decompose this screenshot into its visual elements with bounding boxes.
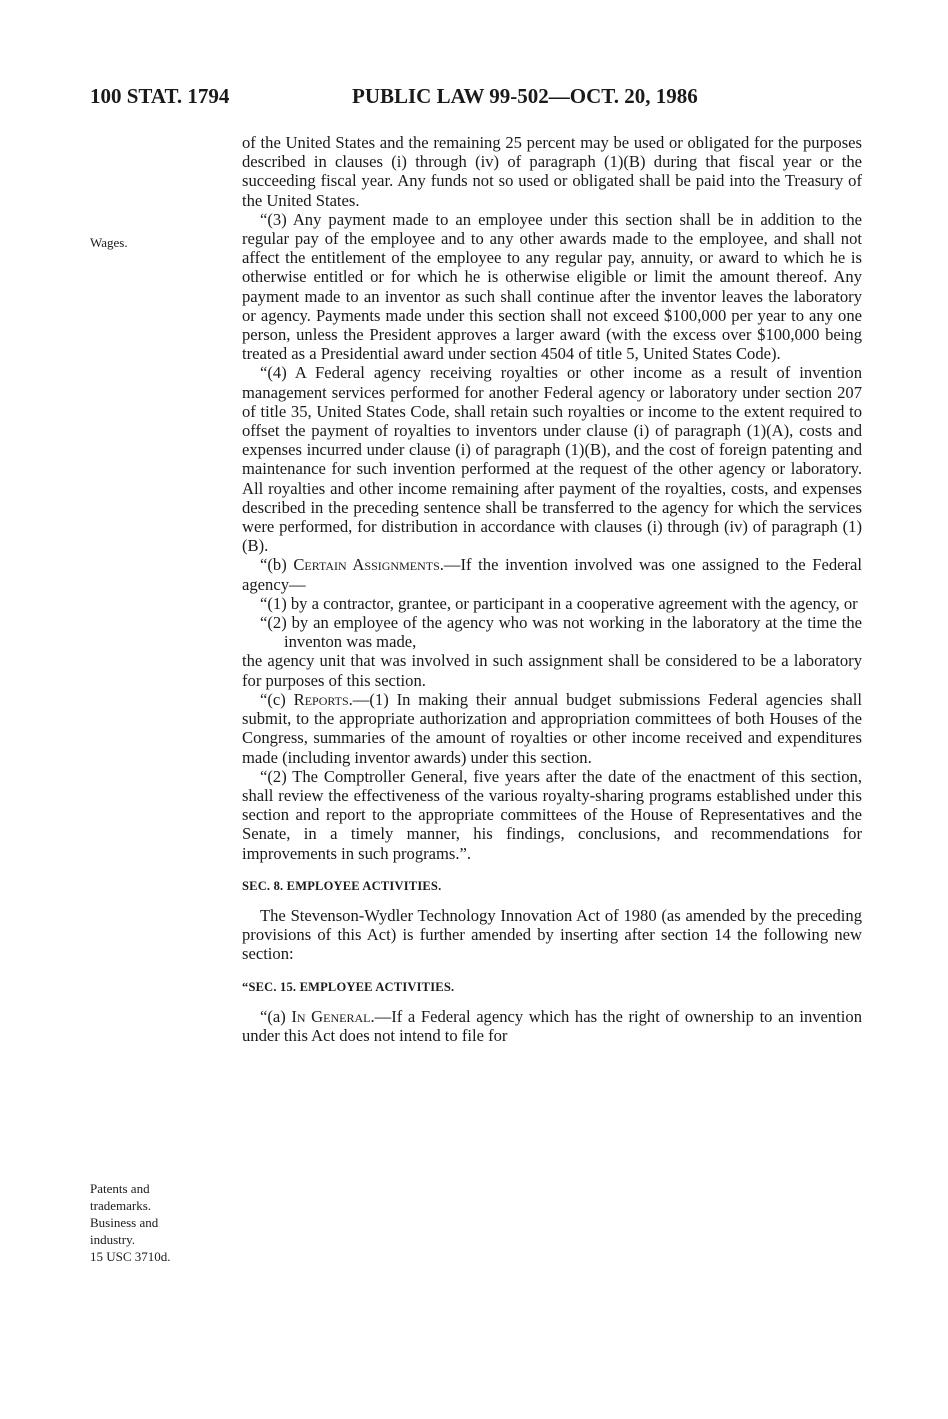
subsection-b-text: .—If the invention involved was one assigned to the Federal agency— [242,555,862,594]
margin-note-patents [90,1180,225,1265]
statute-page-number: 100 STAT. 1794 [90,84,230,108]
subsection-c-text: .—(1) In making their annual budget submissions Federal agencies shall submit, to the appropriate authorization and appropriation committees of both Houses of the Congress, summaries of the amount of royalties or other income received and expenditures made (including inventor awards) under this section. [242,689,862,767]
section-15-subsection-a [242,1007,862,1045]
section-8-text: The Stevenson-Wydler Technology Innovation Act of 1980 (as amended by the preceding provisions of this Act) is further amended by inserting after section 14 the following new section: [242,905,862,964]
margin-note-line: industry. [90,1232,136,1247]
subsection-c-paragraph-2: “(2) The Comptroller General, five years after the date of the enactment of this section, shall review the effectiveness of the various royalty-sharing programs established under this section and report to the appropriate committees of the House of Representatives and the Senate, in a timely manner, his findings, conclusions, and recommendations for improvements in such programs.”. [242,766,862,863]
margin-note-line: Business and [90,1215,159,1230]
section-15-heading: “SEC. 15. EMPLOYEE ACTIVITIES. [242,979,455,994]
subsection-b-prefix: “(b) [260,555,294,575]
margin-note-line: trademarks. [90,1198,152,1213]
subsection-c-prefix: “(c) [260,689,294,709]
subsection-b-item-2: “(2) by an employee of the agency who was not working in the laboratory at the time the inventon was made, [260,613,862,652]
subsection-b [242,555,862,593]
subsection-c-heading: Reports [293,689,349,709]
subsection-b-item-1: “(1) by a contractor, grantee, or participant in a cooperative agreement with the agency, or [260,593,858,613]
subsection-b-conclusion: the agency unit that was involved in such assignment shall be considered to be a laboratory for purposes of this section. [242,651,862,690]
subsection-a-prefix: “(a) [260,1006,292,1026]
subsection-b-heading: Certain Assignments [293,555,440,575]
body-text [242,133,862,1045]
subsection-c [242,690,862,767]
margin-note-line: 15 USC 3710d. [90,1249,171,1264]
paragraph-continued: of the United States and the remaining 25 percent may be used or obligated for the purposes described in clauses (i) through (iv) of paragraph (1)(B) during that fiscal year or the succeeding fiscal year. Any funds not so used or obligated shall be paid into the Treasury of the United States. [242,133,862,210]
public-law-title: PUBLIC LAW 99-502—OCT. 20, 1986 [352,84,698,108]
subsection-a-heading: In General [291,1006,371,1026]
margin-note-line: Patents and [90,1181,150,1196]
page-header [0,84,948,114]
subsection-a-text: .—If a Federal agency which has the right of ownership to an invention under this Act does not intend to file for [242,1006,863,1045]
paragraph-4: “(4) A Federal agency receiving royalties or other income as a result of invention management services performed for another Federal agency or laboratory under section 207 of title 35, United States Code, shall retain such royalties or income to the extent required to offset the payment of royalties to inventors under clause (i) of paragraph (1)(A), costs and expenses incurred under clause (i) of paragraph (1)(B), and the cost of foreign patenting and maintenance for such invention performed at the request of the other agency or laboratory. All royalties and other income remaining after payment of the royalties, costs, and expenses described in the preceding sentence shall be transferred to the agency for which the services were performed, for distribution in accordance with clauses (i) through (iv) of paragraph (1)(B). [242,363,862,556]
section-8-heading: SEC. 8. EMPLOYEE ACTIVITIES. [242,878,442,893]
paragraph-3: “(3) Any payment made to an employee under this section shall be in addition to the regular pay of the employee and to any other awards made to the employee, and shall not affect the entitlement of the employee to any regular pay, annuity, or award to which he is otherwise entitled or for which he is otherwise eligible or limit the amount thereof. Any payment made to an inventor as such shall continue after the inventor leaves the laboratory or agency. Payments made under this section shall not exceed $100,000 per year to any one person, unless the President approves a larger award (with the excess over $100,000 being treated as a Presidential award under section 4504 of title 5, United States Code). [242,209,862,364]
margin-note-wages: Wages. [90,235,128,250]
